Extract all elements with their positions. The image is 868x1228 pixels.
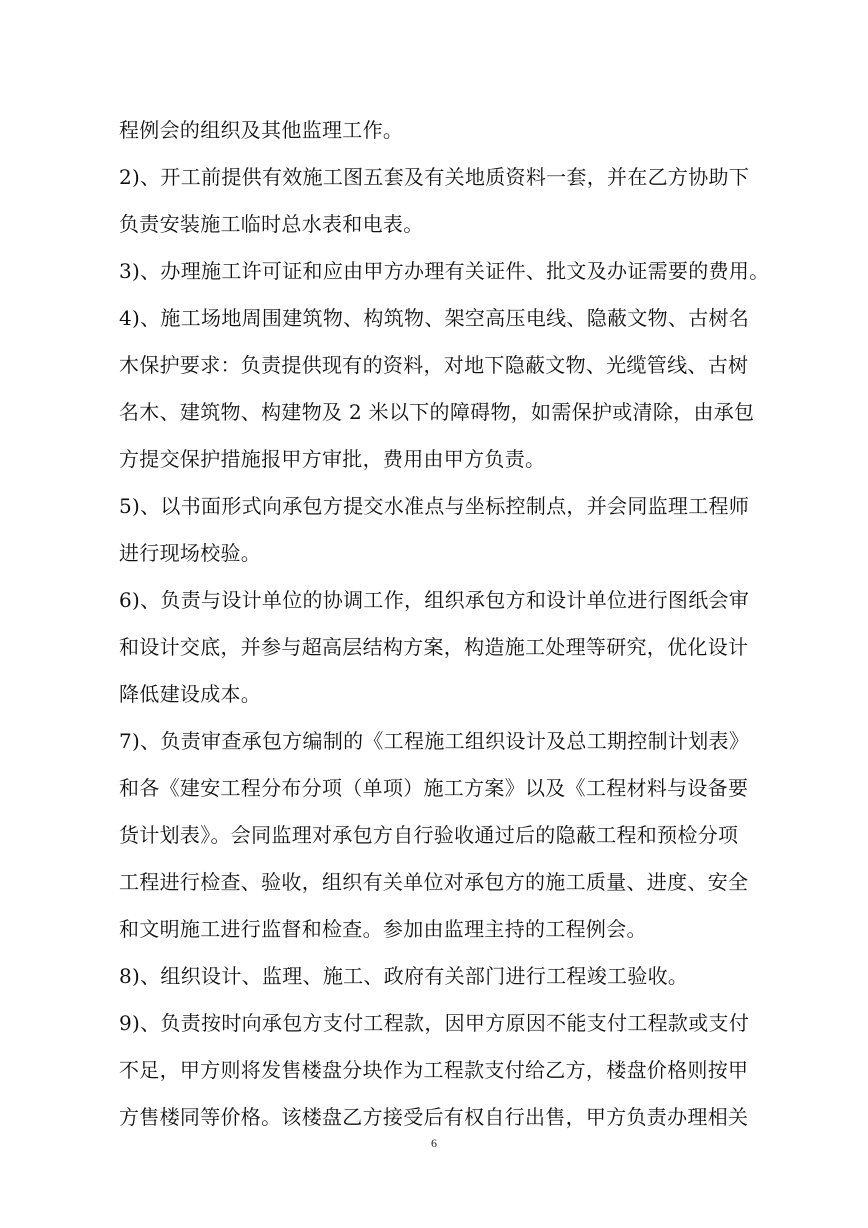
text-line: 木保护要求：负责提供现有的资料，对地下隐蔽文物、光缆管线、古树 (119, 353, 749, 377)
text-line: 6)、负责与设计单位的协调工作，组织承包方和设计单位进行图纸会审 (119, 588, 750, 612)
text-line: 降低建设成本。 (119, 682, 262, 706)
text-line: 7)、负责审查承包方编制的《工程施工组织设计及总工期控制计划表》 (119, 729, 750, 753)
page-number: 6 (431, 1136, 437, 1150)
text-line: 名木、建筑物、构建物及 2 米以下的障碍物，如需保护或清除，由承包 (119, 400, 755, 424)
text-line: 4)、施工场地周围建筑物、构筑物、架空高压电线、隐蔽文物、古树名 (119, 306, 750, 330)
text-line: 方提交保护措施报甲方审批，费用由甲方负责。 (119, 447, 546, 471)
text-line: 负责安装施工临时总水表和电表。 (119, 212, 424, 236)
text-line: 9)、负责按时向承包方支付工程款，因甲方原因不能支付工程款或支付 (119, 1011, 750, 1035)
text-line: 3)、办理施工许可证和应由甲方办理有关证件、批文及办证需要的费用。 (119, 259, 770, 283)
text-line: 2)、开工前提供有效施工图五套及有关地质资料一套，并在乙方协助下 (119, 165, 750, 189)
text-line: 5)、以书面形式向承包方提交水准点与坐标控制点，并会同监理工程师 (119, 494, 750, 518)
text-line: 和各《建安工程分布分项（单项）施工方案》以及《工程材料与设备要 (119, 776, 749, 800)
text-line: 进行现场校验。 (119, 541, 262, 565)
text-line: 工程进行检查、验收，组织有关单位对承包方的施工质量、进度、安全 (119, 870, 749, 894)
text-line: 方售楼同等价格。该楼盘乙方接受后有权自行出售，甲方负责办理相关 (119, 1105, 749, 1129)
text-line: 货计划表》。会同监理对承包方自行验收通过后的隐蔽工程和预检分项 (119, 823, 739, 847)
text-line: 程例会的组织及其他监理工作。 (119, 118, 404, 142)
text-line: 8)、组织设计、监理、施工、政府有关部门进行工程竣工验收。 (119, 964, 689, 988)
text-line: 和设计交底，并参与超高层结构方案，构造施工处理等研究，优化设计 (119, 635, 749, 659)
body-text (119, 107, 770, 1141)
text-line: 和文明施工进行监督和检查。参加由监理主持的工程例会。 (119, 917, 647, 941)
text-line: 不足，甲方则将发售楼盘分块作为工程款支付给乙方，楼盘价格则按甲 (119, 1058, 749, 1082)
